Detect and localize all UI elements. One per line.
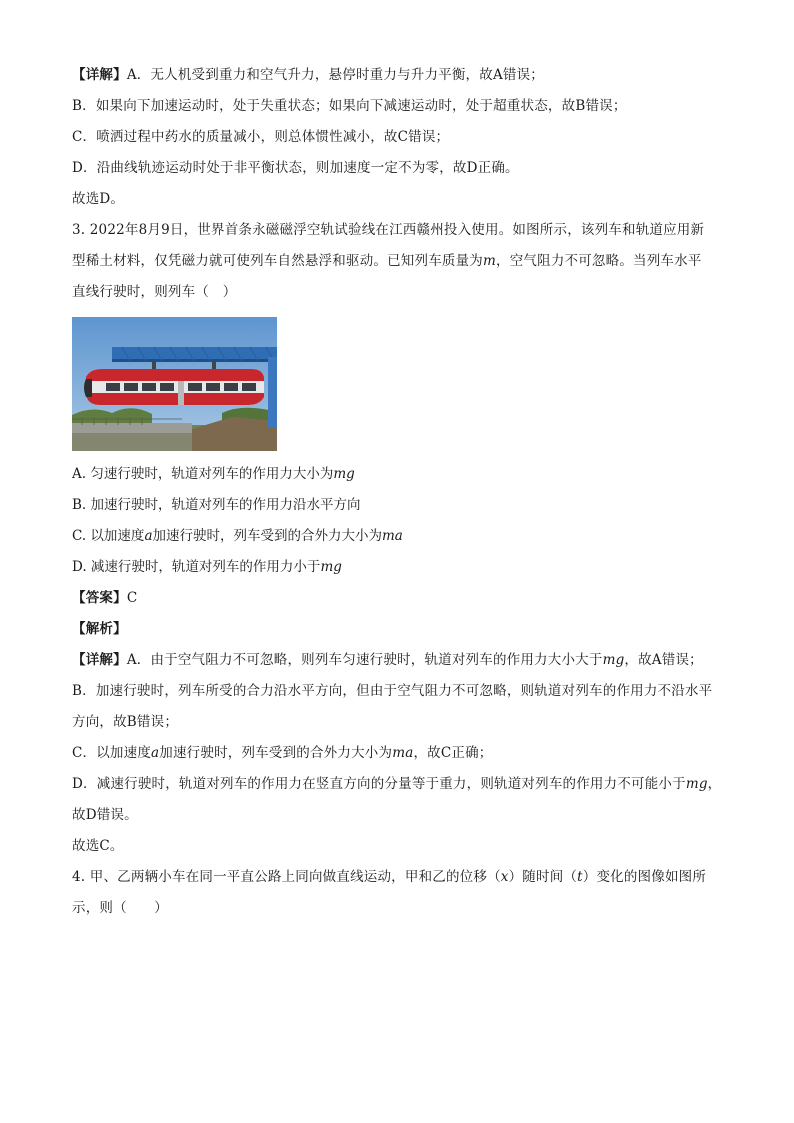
question-4-line: 示，则（ ） <box>72 900 168 916</box>
text-line: 【详解】A．无人机受到重力和空气升力，悬停时重力与升力平衡，故A错误； <box>72 67 545 83</box>
question-3-line: 直线行驶时，则列车（ ） <box>72 284 237 300</box>
text-line: B．如果向下加速运动时，处于失重状态；如果向下减速运动时，处于超重状态，故B错误； <box>72 98 627 114</box>
text-line: D．沿曲线轨迹运动时处于非平衡状态，则加速度一定不为零，故D正确。 <box>72 160 519 176</box>
detail-tag: 【详解】 <box>72 67 127 83</box>
option-a: A. 匀速行驶时，轨道对列车的作用力大小为mg <box>72 466 355 482</box>
detail-line: C．以加速度a加速行驶时，列车受到的合外力大小为ma，故C正确； <box>72 745 493 761</box>
text-line: C．喷洒过程中药水的质量减小，则总体惯性减小，故C错误； <box>72 129 450 145</box>
text-line: 故选D。 <box>72 191 125 207</box>
question-3-line: 3. 2022年8月9日，世界首条永磁磁浮空轨试验线在江西赣州投入使用。如图所示，该列车和轨道应用新 <box>72 222 705 238</box>
detail-line: 【详解】A．由于空气阻力不可忽略，则列车匀速行驶时，轨道对列车的作用力大小大于mg，故A错误； <box>72 652 703 668</box>
detail-line: 故选C。 <box>72 838 124 854</box>
answer-line: 【答案】C <box>72 590 138 606</box>
option-d: D. 减速行驶时，轨道对列车的作用力小于mg <box>72 559 342 575</box>
option-b: B. 加速行驶时，轨道对列车的作用力沿水平方向 <box>72 497 361 513</box>
detail-line: D．减速行驶时，轨道对列车的作用力在竖直方向的分量等于重力，则轨道对列车的作用力不可能小于mg， <box>72 776 722 792</box>
question-4-line: 4. 甲、乙两辆小车在同一平直公路上同向做直线运动，甲和乙的位移（x）随时间（t）变化的图像如图所 <box>72 869 707 885</box>
question-3-line: 型稀土材料，仅凭磁力就可使列车自然悬浮和驱动。已知列车质量为m，空气阻力不可忽略。当列车水平 <box>72 253 702 269</box>
maglev-train-photo <box>72 317 277 451</box>
analysis-tag: 【解析】 <box>72 621 127 637</box>
detail-line: B．加速行驶时，列车所受的合力沿水平方向，但由于空气阻力不可忽略，则轨道对列车的作用力不沿水平 <box>72 683 713 699</box>
option-c: C. 以加速度a加速行驶时，列车受到的合外力大小为ma <box>72 528 403 544</box>
detail-line: 方向，故B错误； <box>72 714 179 730</box>
detail-line: 故D错误。 <box>72 807 138 823</box>
document-page <box>72 60 732 924</box>
